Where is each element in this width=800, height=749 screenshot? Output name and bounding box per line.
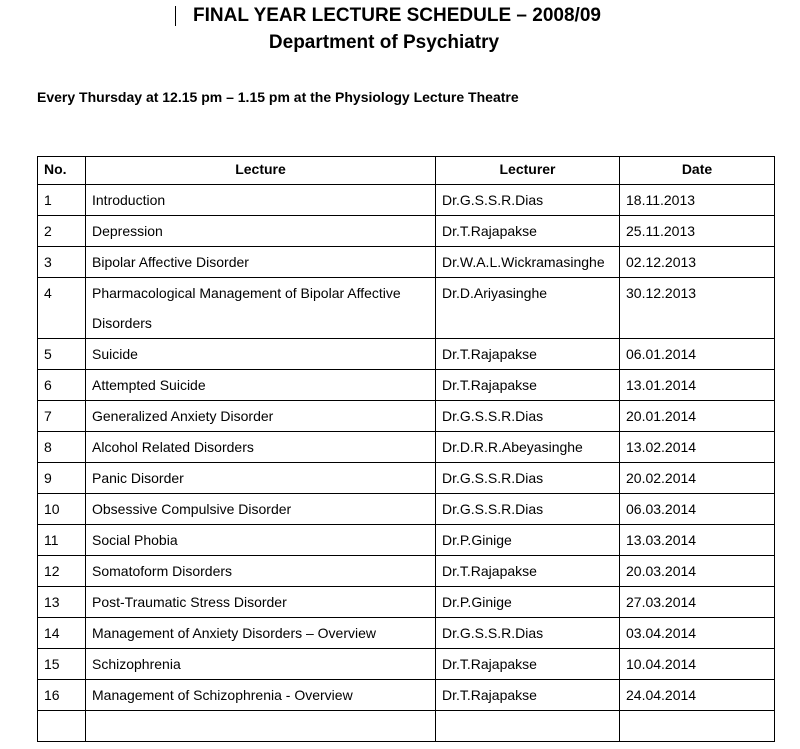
department-title: Department of Psychiatry	[268, 32, 500, 53]
table-header-row	[38, 157, 775, 185]
cell-lecturer: Dr.T.Rajapakse	[436, 680, 620, 711]
table-row	[38, 494, 775, 525]
table-row	[38, 587, 775, 618]
cell-date: 30.12.2013	[620, 278, 775, 339]
column-header-lecture: Lecture	[86, 157, 436, 185]
cell-lecturer: Dr.T.Rajapakse	[436, 556, 620, 587]
cell-no: 8	[38, 432, 86, 463]
cell-date: 20.02.2014	[620, 463, 775, 494]
cell-lecture: Management of Anxiety Disorders – Overview	[86, 618, 436, 649]
cell-date: 13.02.2014	[620, 432, 775, 463]
cell-lecturer: Dr.G.S.S.R.Dias	[436, 463, 620, 494]
cell-lecture: Pharmacological Management of Bipolar Affective Disorders	[86, 278, 436, 339]
cell-lecture: Attempted Suicide	[86, 370, 436, 401]
cell-date: 10.04.2014	[620, 649, 775, 680]
cell-lecture: Panic Disorder	[86, 463, 436, 494]
table-body	[38, 185, 775, 742]
cell-date: 24.04.2014	[620, 680, 775, 711]
cell-lecturer: Dr.T.Rajapakse	[436, 216, 620, 247]
table-row	[38, 216, 775, 247]
document-title: FINAL YEAR LECTURE SCHEDULE – 2008/09	[193, 5, 601, 26]
cell-date: 06.03.2014	[620, 494, 775, 525]
cell-lecturer: Dr.P.Ginige	[436, 587, 620, 618]
table-row	[38, 401, 775, 432]
cell-no: 1	[38, 185, 86, 216]
cell-no: 3	[38, 247, 86, 278]
table-row	[38, 278, 775, 339]
cell-lecturer: Dr.T.Rajapakse	[436, 339, 620, 370]
cell-lecturer: Dr.G.S.S.R.Dias	[436, 494, 620, 525]
cell-date: 27.03.2014	[620, 587, 775, 618]
cell-lecture: Bipolar Affective Disorder	[86, 247, 436, 278]
cell-no: 2	[38, 216, 86, 247]
cell-lecture	[86, 711, 436, 742]
cell-no: 11	[38, 525, 86, 556]
table-row	[38, 618, 775, 649]
cell-lecture: Depression	[86, 216, 436, 247]
cell-lecturer: Dr.P.Ginige	[436, 525, 620, 556]
table-row	[38, 556, 775, 587]
cell-no: 10	[38, 494, 86, 525]
table-row	[38, 339, 775, 370]
table-row	[38, 185, 775, 216]
cell-date: 18.11.2013	[620, 185, 775, 216]
cell-no	[38, 711, 86, 742]
cell-lecture: Alcohol Related Disorders	[86, 432, 436, 463]
schedule-subtitle: Every Thursday at 12.15 pm – 1.15 pm at the Physiology Lecture Theatre	[37, 89, 519, 105]
cell-date: 20.03.2014	[620, 556, 775, 587]
cell-no: 14	[38, 618, 86, 649]
cell-lecture: Obsessive Compulsive Disorder	[86, 494, 436, 525]
cell-date: 20.01.2014	[620, 401, 775, 432]
cell-no: 16	[38, 680, 86, 711]
table-row	[38, 432, 775, 463]
table-row	[38, 247, 775, 278]
cell-lecture: Suicide	[86, 339, 436, 370]
cell-lecturer	[436, 711, 620, 742]
table-row	[38, 680, 775, 711]
cell-date: 02.12.2013	[620, 247, 775, 278]
cell-lecture: Somatoform Disorders	[86, 556, 436, 587]
table-row	[38, 463, 775, 494]
table-row	[38, 370, 775, 401]
cell-date: 03.04.2014	[620, 618, 775, 649]
cell-no: 15	[38, 649, 86, 680]
cell-no: 6	[38, 370, 86, 401]
column-header-no: No.	[38, 157, 86, 185]
lecture-schedule-table	[37, 156, 775, 742]
cell-no: 12	[38, 556, 86, 587]
table-row	[38, 649, 775, 680]
cell-no: 5	[38, 339, 86, 370]
cell-date: 13.01.2014	[620, 370, 775, 401]
cell-no: 9	[38, 463, 86, 494]
cell-no: 4	[38, 278, 86, 339]
cell-lecture: Schizophrenia	[86, 649, 436, 680]
column-header-lecturer: Lecturer	[436, 157, 620, 185]
column-header-date: Date	[620, 157, 775, 185]
cell-lecturer: Dr.G.S.S.R.Dias	[436, 401, 620, 432]
cell-lecture: Generalized Anxiety Disorder	[86, 401, 436, 432]
cell-lecturer: Dr.T.Rajapakse	[436, 649, 620, 680]
cell-lecturer: Dr.T.Rajapakse	[436, 370, 620, 401]
cell-lecture: Social Phobia	[86, 525, 436, 556]
cell-no: 13	[38, 587, 86, 618]
cell-date: 06.01.2014	[620, 339, 775, 370]
table-row	[38, 525, 775, 556]
cell-lecture: Introduction	[86, 185, 436, 216]
cell-date: 25.11.2013	[620, 216, 775, 247]
cell-lecturer: Dr.W.A.L.Wickramasinghe	[436, 247, 620, 278]
cell-lecturer: Dr.D.R.R.Abeyasinghe	[436, 432, 620, 463]
cell-lecturer: Dr.G.S.S.R.Dias	[436, 185, 620, 216]
cell-lecturer: Dr.G.S.S.R.Dias	[436, 618, 620, 649]
cell-lecture: Management of Schizophrenia - Overview	[86, 680, 436, 711]
cell-lecturer: Dr.D.Ariyasinghe	[436, 278, 620, 339]
cell-date: 13.03.2014	[620, 525, 775, 556]
cell-lecture: Post-Traumatic Stress Disorder	[86, 587, 436, 618]
cell-no: 7	[38, 401, 86, 432]
cell-date	[620, 711, 775, 742]
table-row	[38, 711, 775, 742]
